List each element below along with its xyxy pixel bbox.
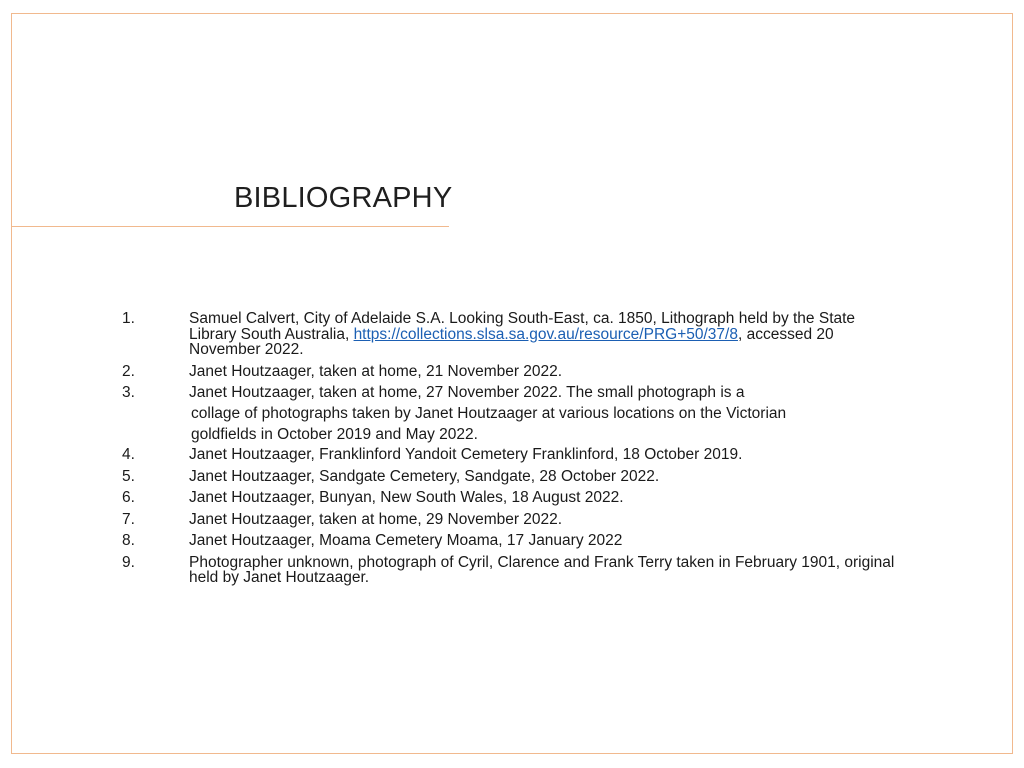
- entry-number: 3.: [122, 384, 135, 401]
- bibliography-entry-8: [122, 533, 902, 549]
- entry-text: [189, 311, 902, 358]
- entry-text-line-2: collage of photographs taken by Janet Houtzaager at various locations on the Victorian: [191, 405, 787, 422]
- page-title: BIBLIOGRAPHY: [234, 182, 453, 214]
- entry-number: 2.: [122, 362, 135, 380]
- title-underline: [11, 226, 449, 227]
- entry-text-line-3: goldfields in October 2019 and May 2022.: [191, 426, 478, 443]
- entry-number: 1.: [122, 310, 135, 327]
- entry-text-line-1: Janet Houtzaager, taken at home, 27 November 2022. The small photograph is a: [189, 384, 745, 401]
- entry-text: Janet Houtzaager, Moama Cemetery Moama, 17 January 2022: [189, 532, 623, 549]
- entry-text: Janet Houtzaager, taken at home, 21 November 2022.: [189, 362, 563, 380]
- bibliography-entry-5: [122, 469, 902, 485]
- bibliography-entry-2: [122, 364, 902, 380]
- bibliography-entry-7: [122, 512, 902, 528]
- entry-number: 9.: [122, 553, 135, 571]
- entry-text: Janet Houtzaager, Franklinford Yandoit Cemetery Franklinford, 18 October 2019.: [189, 446, 743, 463]
- entry-number: 4.: [122, 446, 135, 463]
- entry-text: Photographer unknown, photograph of Cyril, Clarence and Frank Terry taken in February 1901, original held by Janet Houtzaager.: [189, 553, 895, 586]
- entry-text: Janet Houtzaager, Bunyan, New South Wales, 18 August 2022.: [189, 489, 624, 506]
- bibliography-list: [122, 311, 902, 586]
- slsa-resource-link[interactable]: https://collections.slsa.sa.gov.au/resource/PRG+50/37/8: [353, 325, 738, 343]
- entry-text-before-link: Samuel Calvert, City of Adelaide S.A. Looking South-East, ca. 1850, Lithograph held by the State Library South Australia,: [189, 310, 856, 343]
- bibliography-entry-4: [122, 447, 902, 463]
- entry-text-after-link: , accessed 20 November 2022.: [189, 325, 834, 358]
- bibliography-entry-1: [122, 311, 902, 358]
- entry-number: 7.: [122, 510, 135, 528]
- entry-number: 8.: [122, 532, 135, 549]
- bibliography-entry-3: [122, 382, 902, 445]
- bibliography-entry-6: [122, 490, 902, 506]
- bibliography-entry-9: [122, 555, 902, 586]
- entry-number: 5.: [122, 467, 135, 485]
- entry-number: 6.: [122, 489, 135, 506]
- entry-text: Janet Houtzaager, Sandgate Cemetery, Sandgate, 28 October 2022.: [189, 467, 660, 485]
- entry-text: Janet Houtzaager, taken at home, 29 November 2022.: [189, 510, 563, 528]
